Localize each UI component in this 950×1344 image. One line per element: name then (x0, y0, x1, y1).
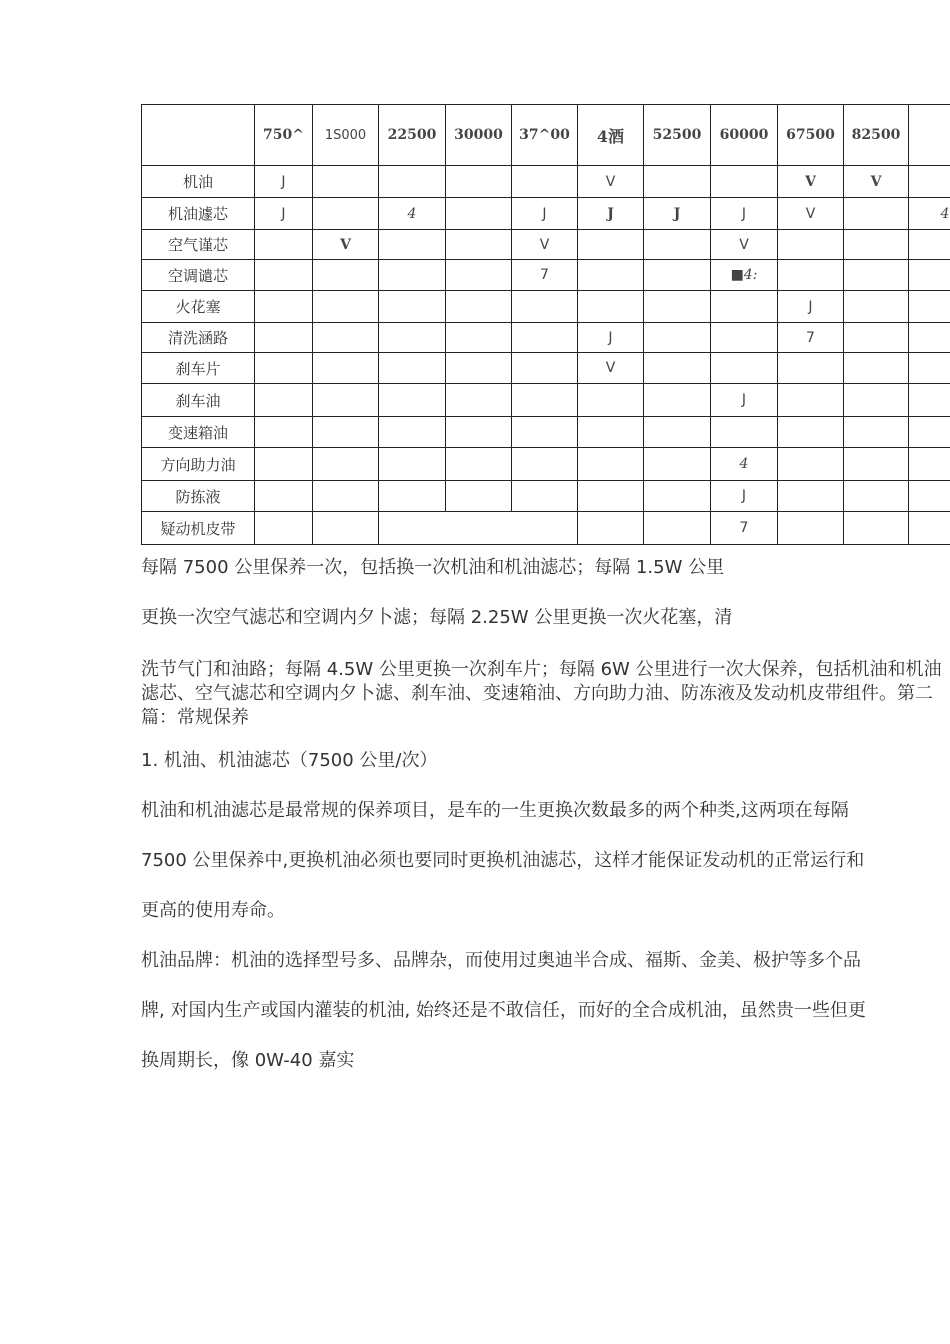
table-cell (778, 481, 844, 512)
table-cell (379, 230, 446, 260)
table-header-row (142, 105, 950, 166)
table-cell (844, 230, 909, 260)
table-cell: J (711, 481, 778, 512)
table-cell (844, 198, 909, 230)
table-cell (711, 291, 778, 323)
table-cell (644, 481, 711, 512)
table-row (142, 417, 950, 448)
header-cell: 52500 (644, 105, 711, 166)
table-cell (446, 323, 512, 353)
table-row (142, 166, 950, 198)
table-cell (255, 417, 313, 448)
row-label: 变速箱油 (142, 417, 255, 448)
table-row (142, 291, 950, 323)
table-cell (379, 166, 446, 198)
table-cell (313, 166, 379, 198)
table-cell (644, 260, 711, 291)
table-cell (255, 260, 313, 291)
header-cell-corner (142, 105, 255, 166)
table-cell (909, 260, 950, 291)
table-row (142, 448, 950, 481)
table-cell (446, 230, 512, 260)
table-cell (446, 166, 512, 198)
table-cell: V (313, 230, 379, 260)
table-cell (446, 512, 512, 545)
row-label: 疑动机皮带 (142, 512, 255, 545)
table-cell (512, 512, 578, 545)
table-cell (512, 166, 578, 198)
table-cell (644, 384, 711, 417)
table-cell (778, 260, 844, 291)
table-cell (255, 481, 313, 512)
header-cell: 82500 (844, 105, 909, 166)
table-cell (778, 448, 844, 481)
table-cell (844, 448, 909, 481)
table-cell (512, 291, 578, 323)
table-row (142, 198, 950, 230)
table-cell (778, 353, 844, 384)
table-cell (778, 230, 844, 260)
header-cell: 750^ (255, 105, 313, 166)
table-cell (578, 481, 644, 512)
table-cell (446, 198, 512, 230)
table-cell: V (844, 166, 909, 198)
header-cell: 22500 (379, 105, 446, 166)
table-cell (778, 512, 844, 545)
header-cell: 1S000 (313, 105, 379, 166)
table-cell (313, 481, 379, 512)
table-cell (909, 512, 950, 545)
table-cell (446, 384, 512, 417)
table-cell (512, 323, 578, 353)
paragraph: 7500 公里保养中,更换机油必须也要同时更换机油滤芯，这样才能保证发动机的正常运行和 (141, 850, 865, 871)
header-cell: 4酒 (578, 105, 644, 166)
table-cell: V (578, 166, 644, 198)
table-cell (255, 384, 313, 417)
table-cell: J (578, 198, 644, 230)
maintenance-schedule-table (141, 104, 950, 545)
table-cell (446, 353, 512, 384)
table-cell: 4 (711, 448, 778, 481)
table-cell (644, 448, 711, 481)
table-row (142, 230, 950, 260)
table-cell: J (255, 166, 313, 198)
paragraph: 换周期长，像 0W-40 嘉实 (141, 1050, 355, 1071)
table-cell (909, 384, 950, 417)
table-cell (844, 291, 909, 323)
table-cell (379, 353, 446, 384)
table-cell (255, 230, 313, 260)
table-cell: 7 (512, 260, 578, 291)
paragraph: 每隔 7500 公里保养一次，包括换一次机油和机油滤芯；每隔 1.5W 公里 (141, 557, 725, 578)
table-cell (313, 417, 379, 448)
row-label: 空气谨芯 (142, 230, 255, 260)
paragraph: 洗节气门和油路；每隔 4.5W 公里更换一次刹车片；每隔 6W 公里进行一次大保养，包括机油和机油滤芯、空气滤芯和空调内夕卜滤、刹车油、变速箱油、方向助力油、防冻液及发动机皮带组件。第二篇：常规保养 (141, 659, 942, 728)
table-cell: J (778, 291, 844, 323)
table-cell (446, 417, 512, 448)
table-cell (644, 291, 711, 323)
header-cell: 30000 (446, 105, 512, 166)
table-cell: V (778, 198, 844, 230)
table-cell: V (778, 166, 844, 198)
table-row (142, 323, 950, 353)
table-cell (446, 291, 512, 323)
table-cell: J (578, 323, 644, 353)
table-cell (313, 323, 379, 353)
table-cell: 7 (711, 512, 778, 545)
table-cell: 4 (909, 198, 950, 230)
table-cell (909, 481, 950, 512)
table-cell: J (512, 198, 578, 230)
table-cell (313, 291, 379, 323)
table-cell (512, 417, 578, 448)
row-label: 刹车油 (142, 384, 255, 417)
table-cell (909, 448, 950, 481)
table-cell (909, 291, 950, 323)
table-cell: V (578, 353, 644, 384)
header-cell: 60000 (711, 105, 778, 166)
table-cell (578, 230, 644, 260)
table-row (142, 512, 950, 545)
table-cell (844, 384, 909, 417)
table-cell (644, 166, 711, 198)
table-cell: V (711, 230, 778, 260)
table-cell: J (255, 198, 313, 230)
table-cell: V (512, 230, 578, 260)
paragraph: 机油品牌：机油的选择型号多、品牌杂，而使用过奥迪半合成、福斯、金美、极护等多个品 (141, 950, 861, 971)
table-cell (844, 481, 909, 512)
row-label: 刹车片 (142, 353, 255, 384)
table-cell (512, 448, 578, 481)
table-cell (644, 230, 711, 260)
table-cell (446, 260, 512, 291)
table-cell (313, 198, 379, 230)
header-cell (909, 105, 950, 166)
table-cell (778, 417, 844, 448)
table-cell (446, 448, 512, 481)
table-cell (844, 417, 909, 448)
table-cell (711, 353, 778, 384)
table-cell (711, 166, 778, 198)
table-cell (909, 353, 950, 384)
header-cell: 67500 (778, 105, 844, 166)
table-cell (379, 384, 446, 417)
table-cell (644, 323, 711, 353)
row-label: 方向助力油 (142, 448, 255, 481)
table-cell (255, 353, 313, 384)
table-cell (379, 323, 446, 353)
paragraph: 机油和机油滤芯是最常规的保养项目，是车的一生更换次数最多的两个种类,这两项在每隔 (141, 800, 849, 821)
table-cell (446, 481, 512, 512)
row-label: 火花塞 (142, 291, 255, 323)
table-cell (313, 260, 379, 291)
table-cell (778, 384, 844, 417)
table-cell (909, 323, 950, 353)
paragraph: 牌, 对国内生产或国内灌装的机油, 始终还是不敢信任，而好的全合成机油，虽然贵一些但更 (141, 1000, 866, 1021)
table-cell (512, 384, 578, 417)
table-cell (578, 512, 644, 545)
table-cell (255, 323, 313, 353)
table-cell (255, 512, 313, 545)
table-cell: J (711, 384, 778, 417)
table-row (142, 353, 950, 384)
table-cell (255, 291, 313, 323)
table-cell (379, 291, 446, 323)
table-cell (255, 448, 313, 481)
table-cell (711, 323, 778, 353)
table-cell: J (711, 198, 778, 230)
table-cell (313, 512, 379, 545)
table-cell (909, 417, 950, 448)
table-cell: J (644, 198, 711, 230)
table-cell (379, 448, 446, 481)
table-cell: 7 (778, 323, 844, 353)
table-cell (379, 260, 446, 291)
table-cell (578, 384, 644, 417)
table-cell (578, 260, 644, 291)
row-label: 机油遽芯 (142, 198, 255, 230)
table-cell (578, 448, 644, 481)
table-cell (844, 512, 909, 545)
table-cell (844, 323, 909, 353)
row-label: 机油 (142, 166, 255, 198)
table-cell: 4 (379, 198, 446, 230)
paragraph: 更高的使用寿命。 (141, 900, 285, 921)
table-row (142, 481, 950, 512)
row-label: 防拣液 (142, 481, 255, 512)
table-cell (711, 417, 778, 448)
table-cell (313, 384, 379, 417)
table-cell (379, 417, 446, 448)
table-cell (644, 417, 711, 448)
table-cell (909, 166, 950, 198)
table-cell (379, 481, 446, 512)
section-heading: 1. 机油、机油滤芯（7500 公里/次） (141, 750, 438, 771)
table-cell (644, 512, 711, 545)
paragraph: 更换一次空气滤芯和空调内夕卜滤；每隔 2.25W 公里更换一次火花塞，清 (141, 607, 733, 628)
row-label: 清洗涵路 (142, 323, 255, 353)
table-cell (578, 417, 644, 448)
table-row (142, 260, 950, 291)
table-cell (909, 230, 950, 260)
table-cell (512, 353, 578, 384)
header-cell: 37^00 (512, 105, 578, 166)
table-cell (844, 260, 909, 291)
row-label: 空调谴芯 (142, 260, 255, 291)
table-cell (379, 512, 446, 545)
table-cell (512, 481, 578, 512)
table-cell (844, 353, 909, 384)
table-cell: ■4: (711, 260, 778, 291)
table-cell (313, 353, 379, 384)
table-cell (644, 353, 711, 384)
table-cell (313, 448, 379, 481)
table-cell (578, 291, 644, 323)
table-row (142, 384, 950, 417)
